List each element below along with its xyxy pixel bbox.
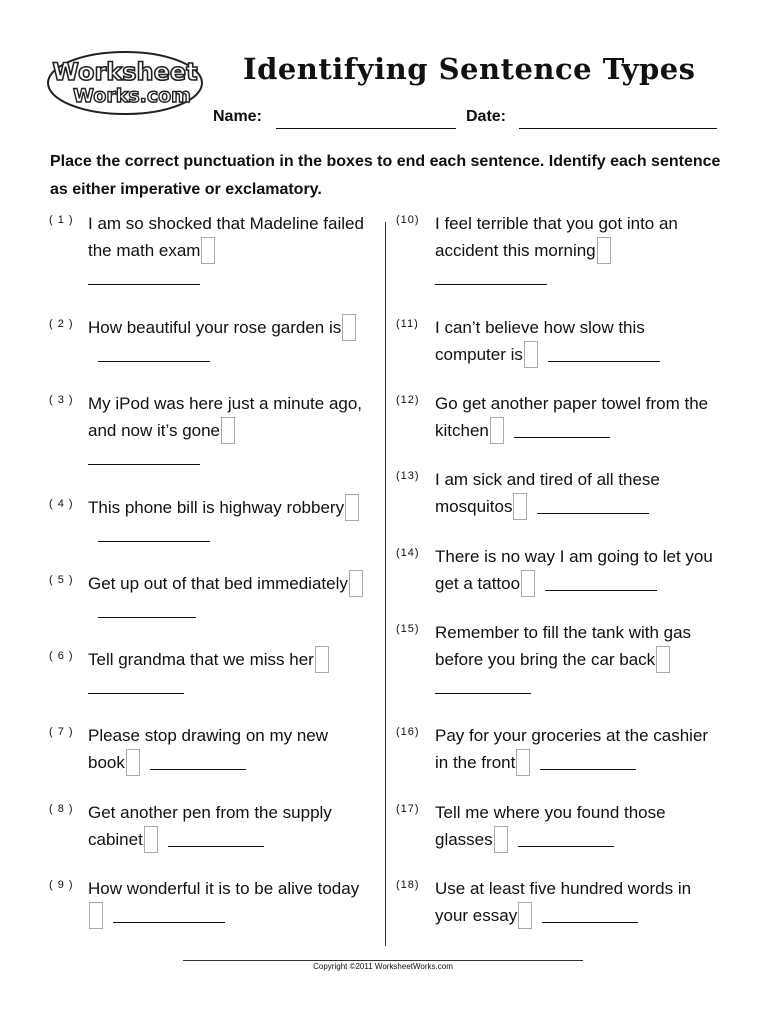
question-text: Get another pen from the supply cabinet — [88, 803, 332, 849]
question-text: My iPod was here just a minute ago, and now it’s gone — [88, 394, 363, 440]
question-number: ( 5 ) — [49, 574, 74, 586]
answer-blank[interactable] — [168, 826, 264, 847]
question-text: This phone bill is highway robbery — [88, 498, 345, 517]
date-field[interactable] — [519, 128, 717, 129]
answer-blank[interactable] — [98, 521, 210, 542]
answer-blank[interactable] — [545, 570, 657, 591]
question-text: Get up out of that bed immediately — [88, 574, 348, 593]
punctuation-box[interactable] — [221, 417, 235, 444]
question-number: (10) — [396, 214, 420, 226]
question-text: How beautiful your rose garden is — [88, 318, 342, 337]
date-label: Date: — [466, 108, 507, 125]
answer-blank[interactable] — [548, 341, 660, 362]
name-field[interactable] — [276, 128, 456, 129]
question-number: ( 8 ) — [49, 803, 74, 815]
question-number: (15) — [396, 623, 420, 635]
punctuation-box[interactable] — [144, 826, 158, 853]
worksheet-title: Identifying Sentence Types — [243, 52, 696, 86]
answer-blank[interactable] — [150, 749, 246, 770]
punctuation-box[interactable] — [342, 314, 356, 341]
question-number: ( 9 ) — [49, 879, 74, 891]
question-text: I can’t believe how slow this computer is — [435, 318, 645, 364]
logo-line2: Works.com — [73, 85, 191, 107]
question-number: (14) — [396, 547, 420, 559]
punctuation-box[interactable] — [597, 237, 611, 264]
question-text: Use at least five hundred words in your essay — [435, 879, 692, 925]
question-text: I am sick and tired of all these mosquitos — [435, 470, 660, 516]
question-text: How wonderful it is to be alive today — [88, 879, 360, 898]
footer-rule — [183, 960, 583, 961]
punctuation-box[interactable] — [490, 417, 504, 444]
question-number: (18) — [396, 879, 420, 891]
answer-blank[interactable] — [537, 493, 649, 514]
question-number: (17) — [396, 803, 420, 815]
question-number: (16) — [396, 726, 420, 738]
question-number: (11) — [396, 318, 419, 330]
question-text: Please stop drawing on my new book — [88, 726, 329, 772]
answer-blank[interactable] — [88, 448, 200, 465]
punctuation-box[interactable] — [201, 237, 215, 264]
punctuation-box[interactable] — [518, 902, 532, 929]
question-number: (13) — [396, 470, 420, 482]
question-number: ( 1 ) — [49, 214, 74, 226]
question-text: There is no way I am going to let you get a tattoo — [435, 547, 713, 593]
answer-blank[interactable] — [518, 826, 614, 847]
punctuation-box[interactable] — [521, 570, 535, 597]
question-number: ( 7 ) — [49, 726, 74, 738]
instructions: Place the correct punctuation in the boxes to end each sentence. Identify each sentence as either imperative or exclamatory. — [50, 153, 721, 198]
question-number: ( 6 ) — [49, 650, 74, 662]
worksheetworks-logo — [46, 50, 204, 116]
question-number: (12) — [396, 394, 420, 406]
question-text: Tell me where you found those glasses — [435, 803, 666, 849]
answer-blank[interactable] — [435, 677, 531, 694]
question-text: I am so shocked that Madeline failed the math exam — [88, 214, 364, 260]
copyright-footer: Copyright ©2011 WorksheetWorks.com — [313, 962, 453, 971]
punctuation-box[interactable] — [89, 902, 103, 929]
name-label: Name: — [213, 108, 262, 125]
punctuation-box[interactable] — [524, 341, 538, 368]
question-text: I feel terrible that you got into an accident this morning — [435, 214, 678, 260]
answer-blank[interactable] — [113, 902, 225, 923]
question-text: Go get another paper towel from the kitchen — [435, 394, 709, 440]
question-text: Tell grandma that we miss her — [88, 650, 314, 669]
punctuation-box[interactable] — [494, 826, 508, 853]
answer-blank[interactable] — [542, 902, 638, 923]
question-text: Pay for your groceries at the cashier in the front — [435, 726, 709, 772]
answer-blank[interactable] — [435, 268, 547, 285]
punctuation-box[interactable] — [516, 749, 530, 776]
question-number: ( 4 ) — [49, 498, 74, 510]
answer-blank[interactable] — [88, 677, 184, 694]
answer-blank[interactable] — [540, 749, 636, 770]
logo-line1: Worksheet — [52, 58, 198, 86]
answer-blank[interactable] — [98, 341, 210, 362]
question-text: Remember to fill the tank with gas before you bring the car back — [435, 623, 692, 669]
answer-blank[interactable] — [88, 268, 200, 285]
punctuation-box[interactable] — [656, 646, 670, 673]
punctuation-box[interactable] — [126, 749, 140, 776]
question-number: ( 3 ) — [49, 394, 74, 406]
answer-blank[interactable] — [514, 417, 610, 438]
punctuation-box[interactable] — [513, 493, 527, 520]
column-divider — [385, 222, 386, 946]
question-number: ( 2 ) — [49, 318, 74, 330]
answer-blank[interactable] — [98, 597, 196, 618]
punctuation-box[interactable] — [345, 494, 359, 521]
punctuation-box[interactable] — [315, 646, 329, 673]
punctuation-box[interactable] — [349, 570, 363, 597]
